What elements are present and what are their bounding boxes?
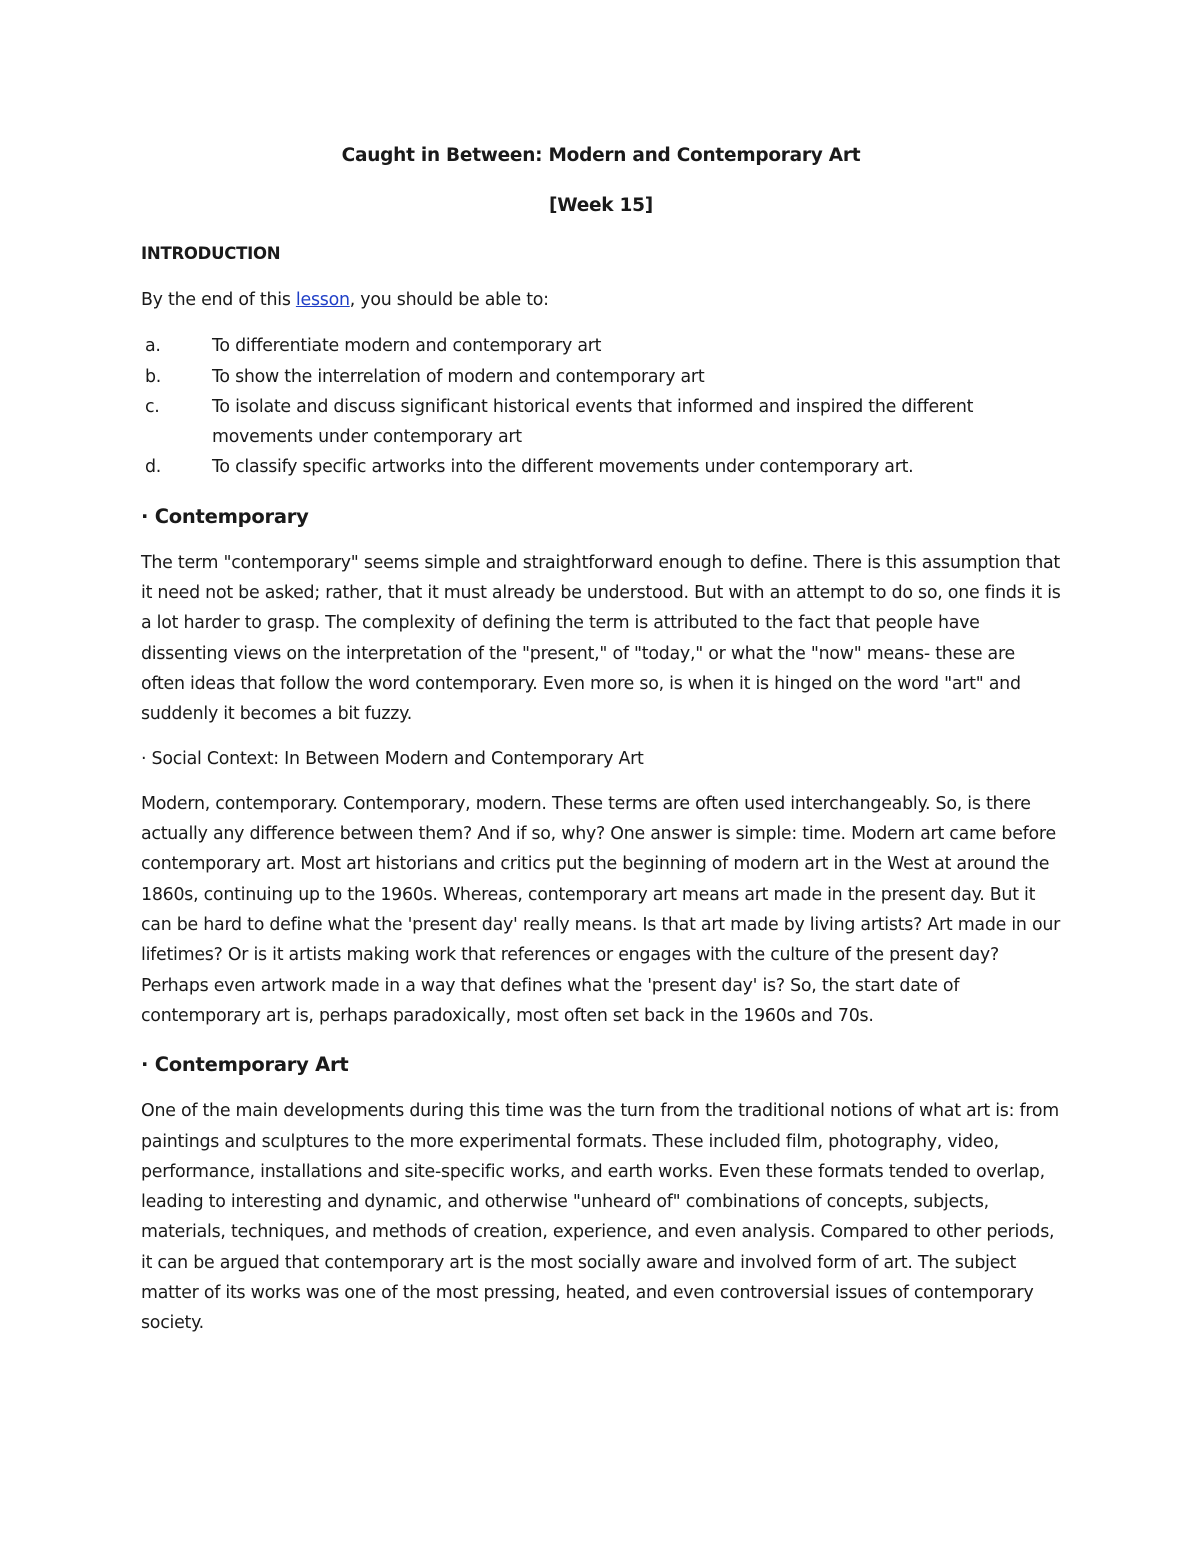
section-heading-contemporary: · Contemporary — [141, 504, 309, 528]
objectives-lead — [141, 285, 1061, 315]
introduction-heading: INTRODUCTION — [141, 244, 281, 263]
week-label: [Week 15] — [549, 195, 653, 216]
document-title: Caught in Between: Modern and Contemporary Art — [341, 145, 861, 166]
list-item-text: To classify specific artworks into the different movements under contemporary art. — [212, 457, 914, 478]
contemporary-art-paragraph: One of the main developments during this time was the turn from the traditional notions of what art is: from paintings and sculptures to the more experimental formats. These included film, photography, video, performance, installations and site-specific works, and earth works. Even these formats tended to overlap, leading to interesting and dynamic, and otherwise "unheard of" combinations of concepts, subjects, materials, techniques, and methods of creation, experience, and even analysis. Compared to other periods, it can be argued that contemporary art is the most socially aware and involved form of art. The subject matter of its works was one of the most pressing, heated, and even controversial issues of contemporary society. — [141, 1101, 1059, 1334]
section-heading-contemporary-art: · Contemporary Art — [141, 1053, 349, 1077]
subsection-heading-social-context: · Social Context: In Between Modern and Contemporary Art — [141, 748, 644, 769]
list-item-text: To show the interrelation of modern and contemporary art — [212, 366, 705, 387]
contemporary-paragraph: The term "contemporary" seems simple and straightforward enough to define. There is this assumption that it need not be asked; rather, that it must already be understood. But with an attempt to do so, one finds it is a lot harder to grasp. The complexity of defining the term is attributed to the fact that people have dissenting views on the interpretation of the "present," of "today," or what the "now" means- these are often ideas that follow the word contemporary. Even more so, is when it is hinged on the word "art" and suddenly it becomes a bit fuzzy. — [141, 552, 1061, 725]
lead-text-before: By the end of this — [141, 290, 296, 310]
list-marker: d. — [145, 457, 162, 478]
social-context-paragraph: Modern, contemporary. Contemporary, modern. These terms are often used interchangeably. So, is there actually any difference between them? And if so, why? One answer is simple: time. Modern art came before contemporary art. Most art historians and critics put the beginning of modern art in the West at around the 1860s, continuing up to the 1960s. Whereas, contemporary art means art made in the present day. But it can be hard to define what the 'present day' really means. Is that art made by living artists? Art made in our lifetimes? Or is it artists making work that references or engages with the culture of the present day? Perhaps even artwork made in a way that defines what the 'present day' is? So, the start date of contemporary art is, perhaps paradoxically, most often set back in the 1960s and 70s. — [141, 793, 1061, 1026]
list-marker: b. — [145, 366, 162, 387]
list-marker: c. — [145, 396, 160, 417]
list-item-text: To differentiate modern and contemporary art — [212, 336, 602, 357]
lesson-link[interactable]: lesson — [295, 290, 350, 310]
document-page — [141, 140, 1061, 1339]
list-item — [141, 452, 1061, 482]
lead-text-after: , you should be able to: — [349, 290, 549, 310]
list-marker: a. — [145, 336, 161, 357]
objectives-list — [141, 331, 1061, 482]
list-item — [141, 392, 1061, 453]
list-item — [141, 331, 1061, 361]
list-item-text: To isolate and discuss significant historical events that informed and inspired the different movements under contemporary art — [212, 396, 974, 448]
list-item — [141, 362, 1061, 392]
